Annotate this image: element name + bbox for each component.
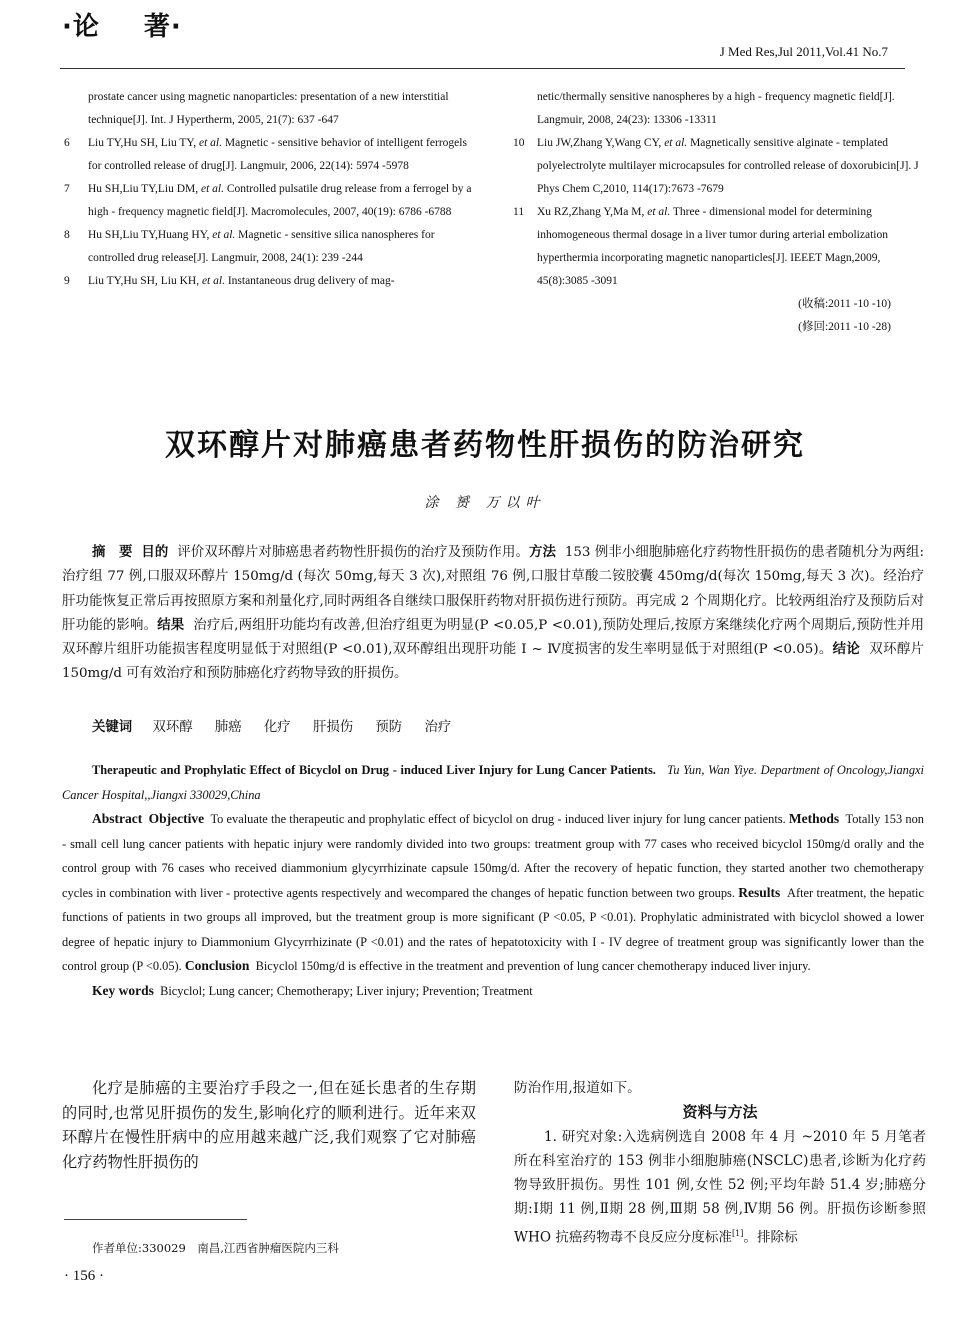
footnote-divider	[64, 1219, 247, 1220]
article-authors: 涂 赟 万以叶	[424, 495, 546, 511]
methods-label: 方法	[529, 545, 557, 560]
english-abstract	[62, 758, 924, 1003]
objective-label: Objective	[148, 811, 205, 826]
keyword: 双环醇	[152, 720, 193, 735]
journal-info: J Med Res,Jul 2011,Vol.41 No.7	[719, 44, 888, 59]
methods-paragraph: 1. 研究对象:入选病例选自 2008 年 4 月 ~2010 年 5 月笔者所在科室治疗的 153 例非小细胞肺癌(NSCLC)患者,诊断为化疗药物导致肝损伤。男性 101 例,女性 52 例;平均年龄 51.4 岁;肺癌分期:Ⅰ期 11 例,Ⅱ期 28 例,Ⅲ期 58 例,Ⅳ期 56 例。肝损伤诊断参照 WHO 抗癌药物毒不良反应分度标准[1]。排除标	[514, 1128, 926, 1246]
header-divider	[60, 68, 905, 69]
abstract-label: Abstract	[92, 811, 143, 826]
body-intro-continued: 防治作用,报道如下。	[514, 1080, 641, 1096]
methods-label: Methods	[788, 811, 840, 826]
section-label-right: 著	[143, 12, 171, 42]
citation-ref: [1]	[732, 1228, 744, 1238]
revised-date: (修回:2011 -10 -28)	[798, 321, 891, 333]
reference-number: 7	[64, 183, 70, 195]
conclusion-label: Conclusion	[184, 958, 250, 973]
english-authors: Tu Yun, Wan Yiye. Department of Oncology,Jiangxi Cancer Hospital,,Jiangxi 330029,China	[62, 763, 924, 802]
objective-label: 目的	[141, 545, 169, 560]
reference-item: 8 Hu SH,Liu TY,Huang HY, et al. Magnetic - sensitive silica nanospheres for controlled drug release[J]. Langmuir, 2008, 24(1): 239 -244	[88, 224, 472, 270]
article-title: 双环醇片对肺癌患者药物性肝损伤的防治研究	[165, 428, 805, 463]
keyword: 化疗	[263, 720, 291, 735]
reference-item: 7 Hu SH,Liu TY,Liu DM, et al. Controlled pulsatile drug release from a ferrogel by a high - frequency magnetic field[J]. Macromolecules, 2007, 40(19): 6786 -6788	[88, 178, 472, 224]
conclusion-label: 结论	[832, 642, 861, 658]
received-date: (收稿:2011 -10 -10)	[798, 298, 891, 310]
references-right-column	[513, 86, 923, 339]
reference-item: netic/thermally sensitive nanospheres by a high - frequency magnetic field[J]. Langmuir, 2008, 24(23): 13306 -13311	[537, 91, 895, 126]
section-label-left: 论	[72, 12, 100, 42]
author-affiliation-footnote: 作者单位:330029 南昌,江西省肿瘤医院内三科	[92, 1241, 339, 1255]
keyword: 治疗	[424, 720, 452, 735]
body-intro-left: 化疗是肺癌的主要治疗手段之一,但在延长患者的生存期的同时,也常见肝损伤的发生,影响化疗的顺利进行。近年来双环醇片在慢性肝病中的应用越来越广泛,我们观察了它对肺癌化疗药物性肝损伤的	[62, 1079, 476, 1171]
results-label: Results	[738, 884, 781, 900]
reference-item: 9 Liu TY,Hu SH, Liu KH, et al. Instantaneous drug delivery of mag-	[88, 270, 472, 293]
english-title: Therapeutic and Prophylatic Effect of Bicyclol on Drug - induced Liver Injury for Lung Cancer Patients.	[92, 763, 656, 777]
reference-item: 10 Liu JW,Zhang Y,Wang CY, et al. Magnetically sensitive alginate - templated polyelectrolyte multilayer microcapsules for controlled release of doxorubicin[J]. J Phys Chem C,2010, 114(17):7673 -7679	[537, 132, 923, 201]
reference-number: 10	[513, 137, 525, 149]
results-label: 结果	[157, 617, 185, 633]
reference-item: 11 Xu RZ,Zhang Y,Ma M, et al. Three - dimensional model for determining inhomogeneous thermal dosage in a liver tumor during arterial embolization hyperthermia incorporating magnetic nanoparticles[J]. IEEET Magn,2009, 45(8):3085 -3091	[537, 201, 923, 293]
body-right-column	[514, 1076, 926, 1250]
reference-item: prostate cancer using magnetic nanoparticles: presentation of a new interstitial technique[J]. Int. J Hypertherm, 2005, 21(7): 637 -647	[88, 91, 449, 126]
abstract-label: 摘 要	[92, 545, 133, 560]
keyword: 肝损伤	[312, 720, 354, 735]
english-title-line	[62, 758, 924, 807]
references-left-column	[64, 86, 472, 293]
reference-number: 9	[64, 275, 70, 287]
chinese-abstract: 摘 要 目的 评价双环醇片对肺癌患者药物性肝损伤的治疗及预防作用。方法 153 例非小细胞肺癌化疗药物性肝损伤的患者随机分为两组:治疗组 77 例,口服双环醇片 150mg/d (每次 50mg,每天 3 次),对照组 76 例,口服甘草酸二铵胶囊 450mg/d(每次 150mg,每天 3 次)。经治疗肝功能恢复正常后再按照原方案和剂量化疗,同时两组各自继续口服保肝药物对肝损伤进行预防。再完成 2 个周期化疗。比较两组治疗及预防后对肝功能的影响。结果 治疗后,两组肝功能均有改善,但治疗组更为明显(P <0.05,P <0.01),预防处理后,按原方案继续化疗两个周期后,预防性并用双环醇片组肝功能损害程度明显低于对照组(P <0.01),双环醇组出现肝功能 Ⅰ ~ Ⅳ度损害的发生率明显低于对照组(P <0.05)。结论 双环醇片 150mg/d 可有效治疗和预防肺癌化疗药物导致的肝损伤。	[62, 545, 925, 682]
page-number: · 156 ·	[64, 1268, 104, 1284]
keyword: 预防	[375, 720, 403, 735]
keywords-label: 关键词	[92, 720, 133, 735]
reference-item: 6 Liu TY,Hu SH, Liu TY, et al. Magnetic - sensitive behavior of intelligent ferrogels for controlled release of drug[J]. Langmuir, 2006, 22(14): 5974 -5978	[88, 132, 472, 178]
english-keywords: Key words Bicyclol; Lung cancer; Chemotherapy; Liver injury; Prevention; Treatment	[92, 982, 533, 998]
reference-number: 11	[513, 206, 525, 218]
keywords-label: Key words	[92, 982, 154, 998]
section-label	[62, 6, 182, 43]
reference-number: 8	[64, 229, 70, 241]
bullet-dot: ·	[62, 12, 73, 42]
section-heading: 资料与方法	[682, 1103, 758, 1122]
chinese-keywords	[92, 716, 469, 735]
keyword: 肺癌	[214, 720, 242, 735]
reference-number: 6	[64, 137, 70, 149]
bullet-dot: ·	[170, 12, 182, 42]
english-abstract-body: Abstract Objective To evaluate the therapeutic and prophylatic effect of bicyclol on drug - induced liver injury for lung cancer patients. Methods Totally 153 non - small cell lung cancer patients with hepatic injury were randomly divided into two groups: treatment group with 77 cases who received bicyclol 150mg/d orally and the control group with 76 cases who received diammonium glycyrrhizinate capsule 150mg/d. After the recovery of hepatic function, they started another two chemotherapy cycles in combination with liver - protective agents respectively and wecompared the changes of hepatic function between two groups. Results After treatment, the hepatic functions of patients in two groups all improved, but the treatment group is more significant (P <0.05, P <0.01). Prophylatic administrated with bicyclol showed a lower degree of hepatic injury to Diammonium Glycyrrhizinate (P <0.01) and the rates of hepatotoxicity with I - IV degree of treatment group was significantly lower than the control group (P <0.05). Conclusion Bicyclol 150mg/d is effective in the treatment and prevention of lung cancer chemotherapy induced liver injury.	[62, 811, 924, 973]
